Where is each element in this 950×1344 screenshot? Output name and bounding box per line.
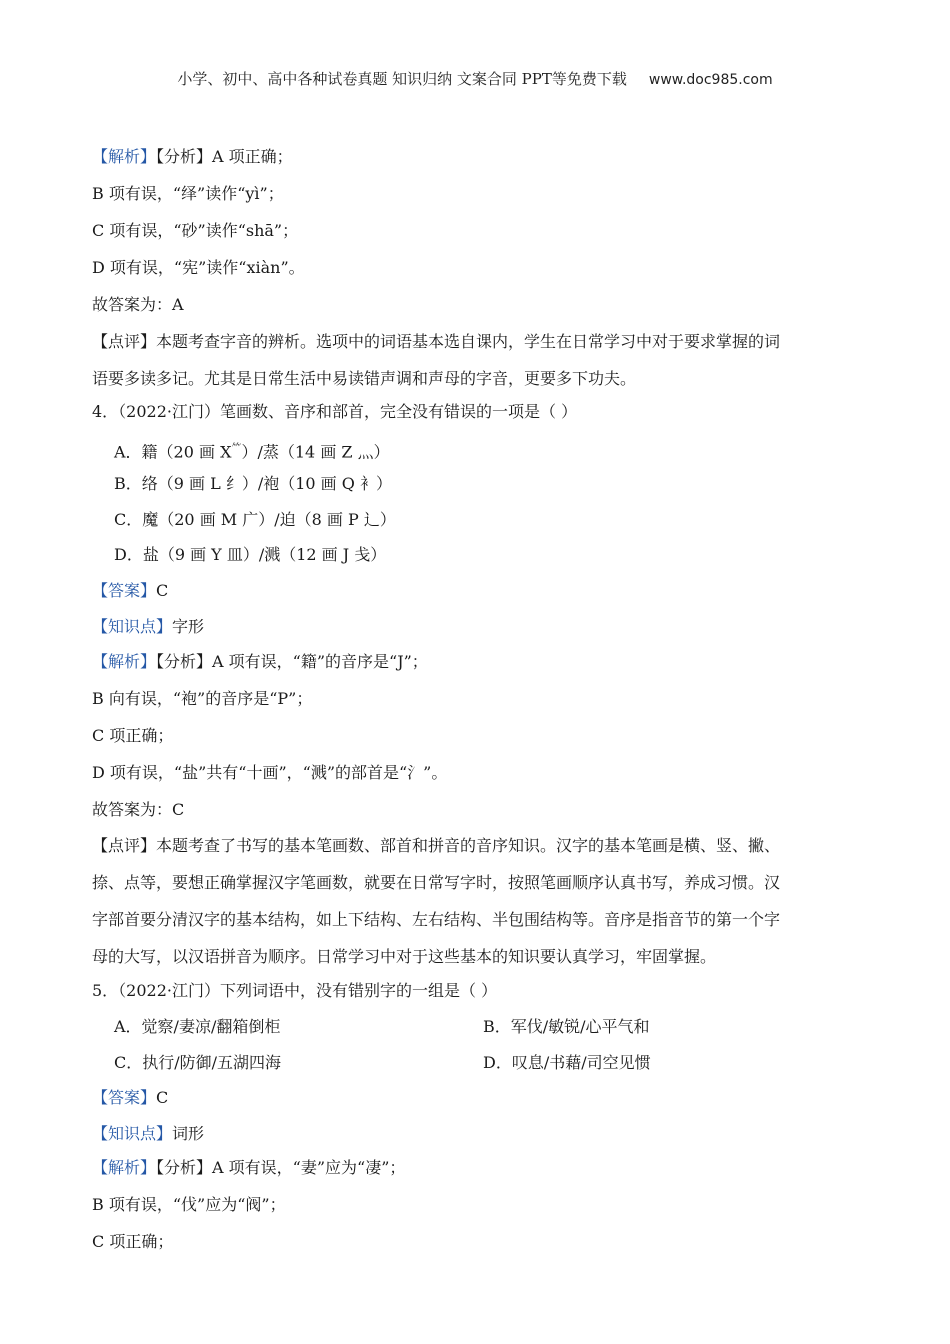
q3-line-4: 故答案为：A	[92, 295, 184, 314]
answer-tag: 【答案】	[92, 581, 157, 600]
knowledge-tag: 【知识点】	[92, 617, 173, 636]
q4-review-4: 母的大写，以汉语拼音为顺序。日常学习中对于这些基本的知识要认真学习，牢固掌握。	[92, 947, 717, 966]
q5-line-1: B 项有误，“伐”应为“阀”；	[92, 1195, 286, 1214]
q5-answer: 【答案】C	[92, 1088, 169, 1107]
q4-review-1: 【点评】本题考查了书写的基本笔画数、部首和拼音的音序知识。汉字的基本笔画是横、竖、撇、	[92, 836, 781, 855]
analysis-tag: 【解析】	[92, 147, 157, 166]
analysis-tag: 【解析】	[92, 1158, 157, 1177]
q3-line-3: D 项有误，“宪”读作“xiàn”。	[92, 258, 305, 277]
q4-analysis: 【解析】【分析】A 项有误，“籍”的音序是“J”；	[92, 652, 428, 671]
q5-knowledge-point: 【知识点】词形	[92, 1124, 205, 1143]
q3-review-1: 【点评】本题考查字音的辨析。选项中的词语基本选自课内，学生在日常学习中对于要求掌握的词	[92, 332, 781, 351]
q4-line-2: C 项正确；	[92, 726, 174, 745]
q3-line-2: C 项有误，“砂”读作“shā”；	[92, 221, 299, 240]
q4-knowledge-point: 【知识点】字形	[92, 617, 205, 636]
q3-line-1: B 项有误，“绎”读作“yì”；	[92, 184, 284, 203]
q5-option-a: A．觉察/妻凉/翻箱倒柜	[114, 1017, 281, 1036]
q4-option-d: D．盐（9 画 Y 皿）/溅（12 画 J 戋）	[114, 545, 387, 564]
q4-line-1: B 向有误，“袍”的音序是“P”；	[92, 689, 313, 708]
q4-review-3: 字部首要分清汉字的基本结构，如上下结构、左右结构、半包围结构等。音序是指音节的第一个字	[92, 910, 781, 929]
analysis-tag: 【解析】	[92, 652, 157, 671]
q4-line-4: 故答案为：C	[92, 800, 185, 819]
header-url: www.doc985.com	[648, 72, 773, 88]
q4-option-b: B．络（9 画 L 纟）/袍（10 画 Q 衤）	[114, 474, 392, 493]
q4-review-2: 捺、点等，要想正确掌握汉字笔画数，就要在日常写字时，按照笔画顺序认真书写，养成习惯。汉	[92, 873, 781, 892]
answer-tag: 【答案】	[92, 1088, 157, 1107]
q5-option-b: B．军伐/敏锐/心平气和	[483, 1017, 650, 1036]
q5-option-d: D．叹息/书藉/司空见惯	[483, 1053, 651, 1072]
q4-question: 4．（2022·江门）笔画数、音序和部首，完全没有错误的一项是（ ）	[92, 402, 578, 421]
q5-analysis: 【解析】【分析】A 项有误，“妻”应为“凄”；	[92, 1158, 406, 1177]
q4-option-c: C．魔（20 画 M 广）/迫（8 画 P 辶）	[114, 510, 396, 529]
header-text: 小学、初中、高中各种试卷真题 知识归纳 文案合同 PPT等免费下载	[177, 70, 627, 88]
q3-review-2: 语要多读多记。尤其是日常生活中易读错声调和声母的字音，更要多下功夫。	[92, 369, 637, 388]
q5-line-2: C 项正确；	[92, 1232, 174, 1251]
q3-analysis: 【解析】【分析】A 项正确；	[92, 147, 293, 166]
q5-question: 5．（2022·江门）下列词语中，没有错别字的一组是（ ）	[92, 981, 498, 1000]
q5-option-c: C．执行/防御/五湖四海	[114, 1053, 282, 1072]
knowledge-tag: 【知识点】	[92, 1124, 173, 1143]
page-header	[0, 68, 950, 89]
q4-option-a: A．籍（20 画 X⺮）/蒸（14 画 Z 灬）	[114, 442, 390, 462]
q4-answer: 【答案】C	[92, 581, 169, 600]
q4-line-3: D 项有误，“盐”共有“十画”，“溅”的部首是“氵”。	[92, 763, 448, 782]
